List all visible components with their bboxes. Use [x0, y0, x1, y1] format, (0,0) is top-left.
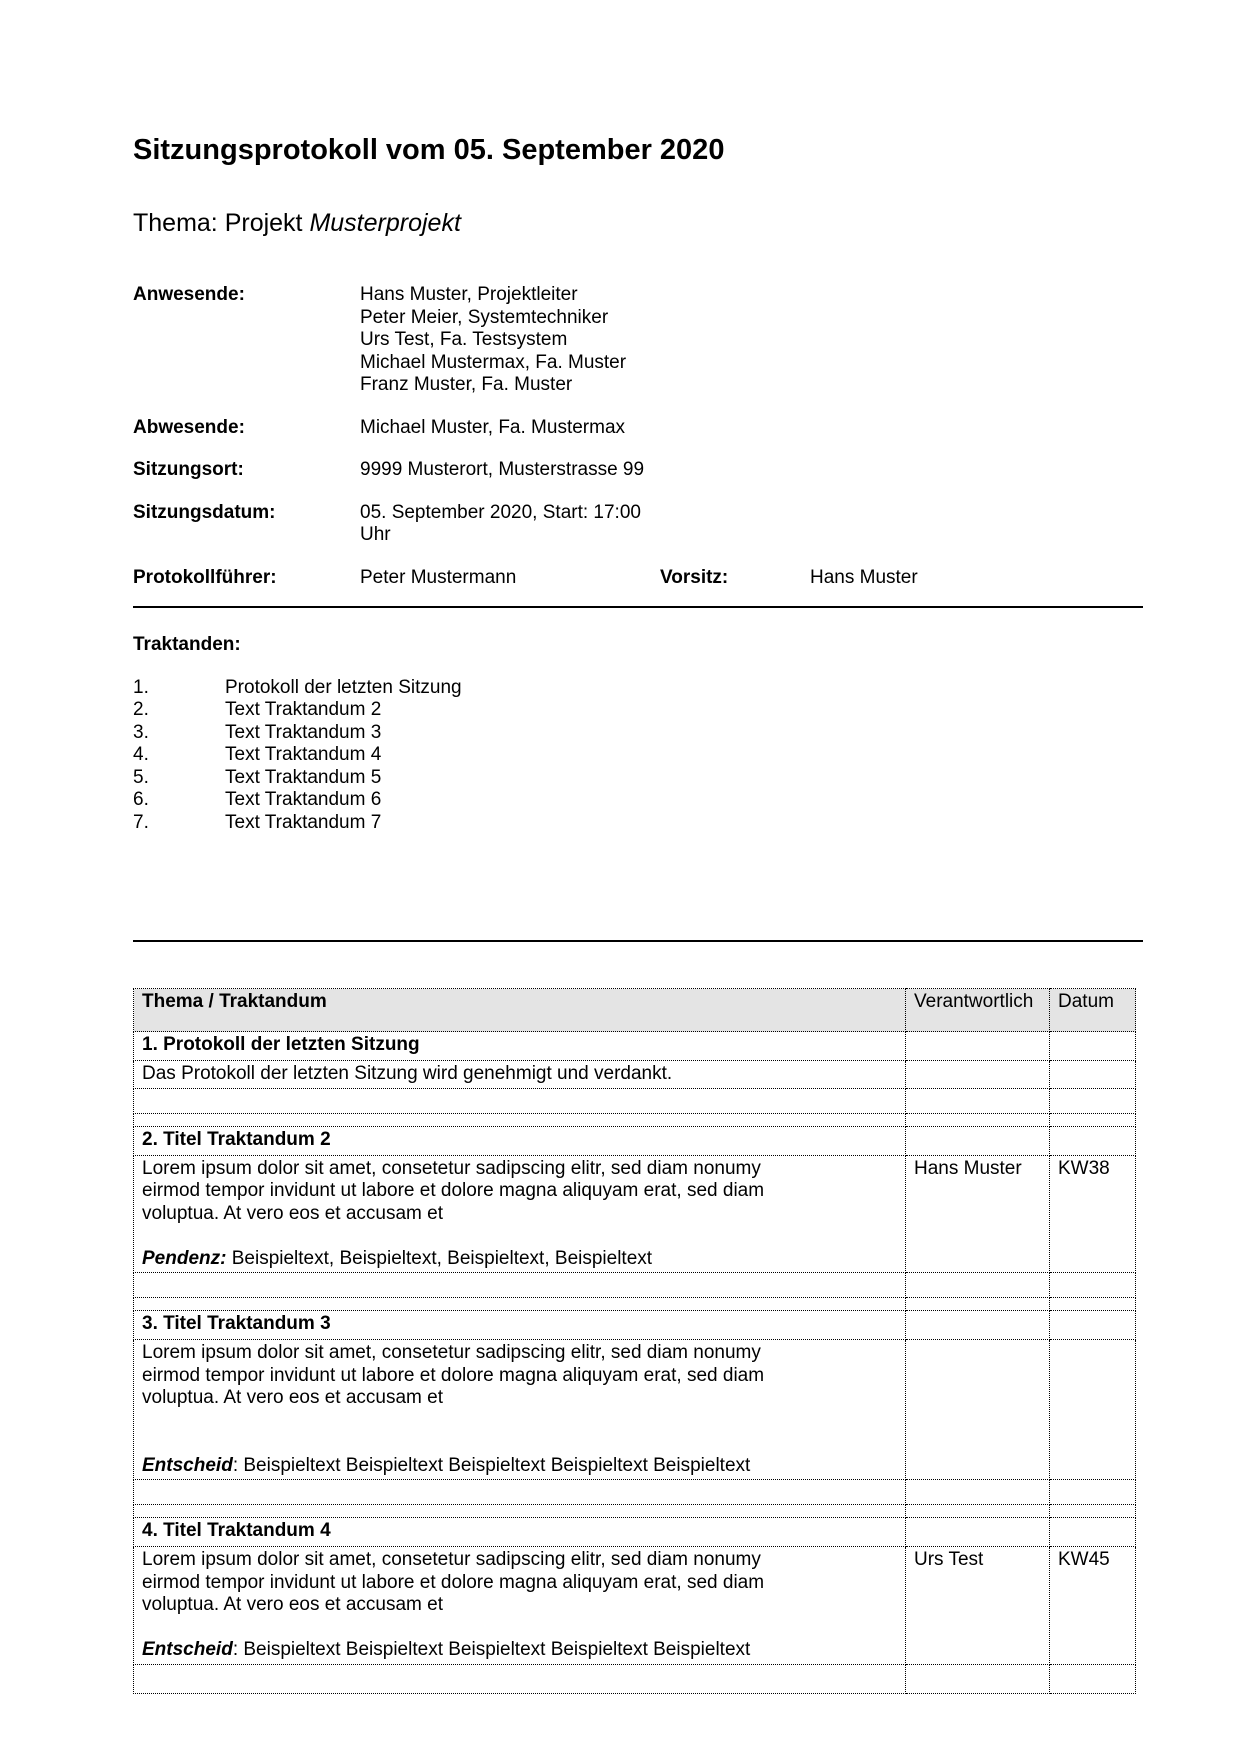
list-item-number: 4.: [133, 744, 149, 765]
section-4-title-row: [134, 1518, 1136, 1547]
table-cell: [134, 1664, 906, 1693]
list-item-number: 2.: [133, 699, 149, 720]
empty-row: [134, 1664, 1136, 1693]
blank-line: [142, 1617, 897, 1640]
table-cell: [1050, 1664, 1136, 1693]
table-cell: [1050, 1273, 1136, 1298]
list-item: [133, 789, 1143, 812]
body-line: voluptua. At vero eos et accusam et: [142, 1202, 444, 1224]
page-title: Sitzungsprotokoll vom 05. September 2020: [133, 134, 725, 166]
table-cell: [906, 1518, 1050, 1547]
list-item: [133, 699, 1143, 722]
body-line: voluptua. At vero eos et accusam et: [142, 1594, 444, 1615]
sitzungsdatum-label: Sitzungsdatum:: [133, 501, 276, 523]
table-cell: [1050, 1298, 1136, 1311]
list-item-text: Text Traktandum 6: [225, 789, 382, 810]
body-line: eirmod tempor invidunt ut labore et dolore magna aliquyam erat, sed diam: [142, 1180, 765, 1201]
table-cell: [906, 1088, 1050, 1113]
traktanden-list: [133, 677, 1143, 835]
table-cell: [906, 1480, 1050, 1505]
spacer-row: [134, 1505, 1136, 1518]
table-cell: [134, 1088, 906, 1113]
list-item: [133, 677, 1143, 700]
table-header-row: [134, 989, 1136, 1032]
section-3-title: 3. Titel Traktandum 3: [134, 1311, 906, 1340]
horizontal-divider: [133, 606, 1143, 608]
body-line: voluptua. At vero eos et accusam et: [142, 1387, 444, 1408]
table-cell: [134, 1298, 906, 1311]
column-header-thema: Thema / Traktandum: [134, 989, 906, 1032]
section-1-verantwortlich: [906, 1032, 1050, 1061]
section-2-title-row: [134, 1126, 1136, 1155]
sitzungsdatum-value: 05. September 2020, Start: 17:00 Uhr: [360, 501, 641, 545]
section-3-body-row: [134, 1340, 1136, 1480]
list-item-number: 5.: [133, 766, 149, 788]
blank-line: [142, 1225, 897, 1248]
blank-line: [142, 1432, 897, 1455]
doc-subject-prefix: Thema: Projekt: [133, 209, 310, 237]
section-3-title-row: [134, 1311, 1136, 1340]
table-cell: [1050, 1088, 1136, 1113]
section-4-body: [134, 1547, 906, 1665]
protokollfuehrer-value: Peter Mustermann: [360, 566, 517, 588]
list-item-text: Text Traktandum 3: [225, 721, 382, 743]
section-4-verantwortlich: Urs Test: [906, 1547, 1050, 1665]
info-row-sitzungsort: [133, 459, 1143, 482]
section-2-verantwortlich: Hans Muster: [906, 1155, 1050, 1273]
protocol-table: [133, 988, 1136, 1694]
entscheid-line: [142, 1455, 897, 1478]
entscheid-line: [142, 1639, 897, 1662]
table-cell: [1050, 1480, 1136, 1505]
section-4-body-row: [134, 1547, 1136, 1665]
section-3-verantwortlich: [906, 1340, 1050, 1480]
entscheid-text: : Beispieltext Beispieltext Beispieltext Beispieltext Beispieltext: [232, 1454, 751, 1476]
attendee-line: Michael Mustermax, Fa. Muster: [360, 351, 627, 373]
anwesende-list: [360, 284, 660, 397]
list-item-number: 6.: [133, 789, 149, 810]
column-header-verantwortlich: Verantwortlich: [906, 989, 1050, 1032]
attendee-line: Franz Muster, Fa. Muster: [360, 374, 573, 395]
vorsitz-label: Vorsitz:: [660, 566, 729, 588]
table-cell: [134, 1113, 906, 1126]
pendenz-line: [142, 1248, 897, 1271]
spacer-row: [134, 1298, 1136, 1311]
list-item: [133, 767, 1143, 790]
info-row-sitzungsdatum: [133, 502, 1143, 547]
pendenz-text: Beispieltext, Beispieltext, Beispieltext, Beispieltext: [226, 1247, 653, 1269]
table-cell: [1050, 1505, 1136, 1518]
entscheid-label: Entscheid: [142, 1639, 233, 1660]
table-cell: [906, 1311, 1050, 1340]
table-cell: [134, 1480, 906, 1505]
vorsitz-value: Hans Muster: [810, 566, 918, 588]
section-2-datum: KW38: [1050, 1155, 1136, 1273]
table-cell: [906, 1505, 1050, 1518]
info-row-protokollfuehrer: [133, 567, 1143, 590]
list-item: [133, 812, 1143, 835]
table-cell: [906, 1061, 1050, 1089]
table-cell: [906, 1298, 1050, 1311]
body-line: Lorem ipsum dolor sit amet, consetetur sadipscing elitr, sed diam nonumy: [142, 1549, 761, 1570]
attendee-line: Peter Meier, Systemtechniker: [360, 306, 609, 328]
list-item-text: Text Traktandum 4: [225, 744, 382, 765]
section-1-title-row: [134, 1032, 1136, 1061]
table-cell: [134, 1273, 906, 1298]
list-item: [133, 744, 1143, 767]
column-header-datum: Datum: [1050, 989, 1136, 1032]
section-2-title: 2. Titel Traktandum 2: [134, 1126, 906, 1155]
body-line: eirmod tempor invidunt ut labore et dolore magna aliquyam erat, sed diam: [142, 1571, 765, 1593]
section-4-title: 4. Titel Traktandum 4: [134, 1518, 906, 1547]
info-row-abwesende: [133, 417, 1143, 440]
empty-row: [134, 1480, 1136, 1505]
horizontal-divider: [133, 940, 1143, 942]
protokollfuehrer-label: Protokollführer:: [133, 566, 277, 588]
table-cell: [1050, 1311, 1136, 1340]
list-item-number: 1.: [133, 676, 149, 698]
entscheid-label: Entscheid: [142, 1454, 233, 1476]
table-cell: [906, 1273, 1050, 1298]
blank-line: [142, 1410, 897, 1433]
list-item-text: Text Traktandum 7: [225, 811, 382, 833]
info-row-anwesende: [133, 284, 1143, 397]
section-2-body-row: [134, 1155, 1136, 1273]
table-cell: [1050, 1518, 1136, 1547]
body-line: Lorem ipsum dolor sit amet, consetetur sadipscing elitr, sed diam nonumy: [142, 1342, 761, 1363]
body-line: Lorem ipsum dolor sit amet, consetetur sadipscing elitr, sed diam nonumy: [142, 1157, 761, 1179]
section-1-datum: [1050, 1032, 1136, 1061]
abwesende-value: Michael Muster, Fa. Mustermax: [360, 416, 626, 438]
list-item-number: 3.: [133, 721, 149, 743]
section-1-title: 1. Protokoll der letzten Sitzung: [134, 1032, 906, 1061]
table-cell: [906, 1126, 1050, 1155]
traktanden-label: Traktanden:: [133, 634, 241, 655]
list-item-number: 7.: [133, 811, 149, 833]
list-item-text: Text Traktandum 2: [225, 699, 382, 720]
empty-row: [134, 1088, 1136, 1113]
attendee-line: Hans Muster, Projektleiter: [360, 284, 578, 305]
section-2-body: [134, 1155, 906, 1273]
table-cell: [1050, 1126, 1136, 1155]
sitzungsort-label: Sitzungsort:: [133, 459, 244, 480]
table-cell: [906, 1664, 1050, 1693]
doc-subject: [133, 209, 1143, 238]
table-cell: [1050, 1061, 1136, 1089]
anwesende-label: Anwesende:: [133, 284, 245, 305]
doc-subject-project: Musterprojekt: [309, 209, 461, 237]
table-cell: [906, 1113, 1050, 1126]
abwesende-label: Abwesende:: [133, 416, 245, 438]
sitzungsort-value: 9999 Musterort, Musterstrasse 99: [360, 459, 645, 480]
section-3-datum: [1050, 1340, 1136, 1480]
spacer-row: [134, 1113, 1136, 1126]
table-cell: [1050, 1113, 1136, 1126]
attendee-line: Urs Test, Fa. Testsystem: [360, 329, 568, 350]
pendenz-label: Pendenz:: [142, 1247, 227, 1269]
empty-row: [134, 1273, 1136, 1298]
list-item-text: Protokoll der letzten Sitzung: [225, 676, 462, 698]
list-item: [133, 722, 1143, 745]
list-item-text: Text Traktandum 5: [225, 766, 382, 788]
section-3-body: [134, 1340, 906, 1480]
section-1-body-row: [134, 1061, 1136, 1089]
body-line: eirmod tempor invidunt ut labore et dolore magna aliquyam erat, sed diam: [142, 1364, 765, 1386]
table-cell: [134, 1505, 906, 1518]
section-4-datum: KW45: [1050, 1547, 1136, 1665]
entscheid-text: : Beispieltext Beispieltext Beispieltext Beispieltext Beispieltext: [232, 1639, 751, 1660]
section-1-body: Das Protokoll der letzten Sitzung wird genehmigt und verdankt.: [134, 1061, 906, 1089]
meeting-info: [133, 284, 1143, 589]
